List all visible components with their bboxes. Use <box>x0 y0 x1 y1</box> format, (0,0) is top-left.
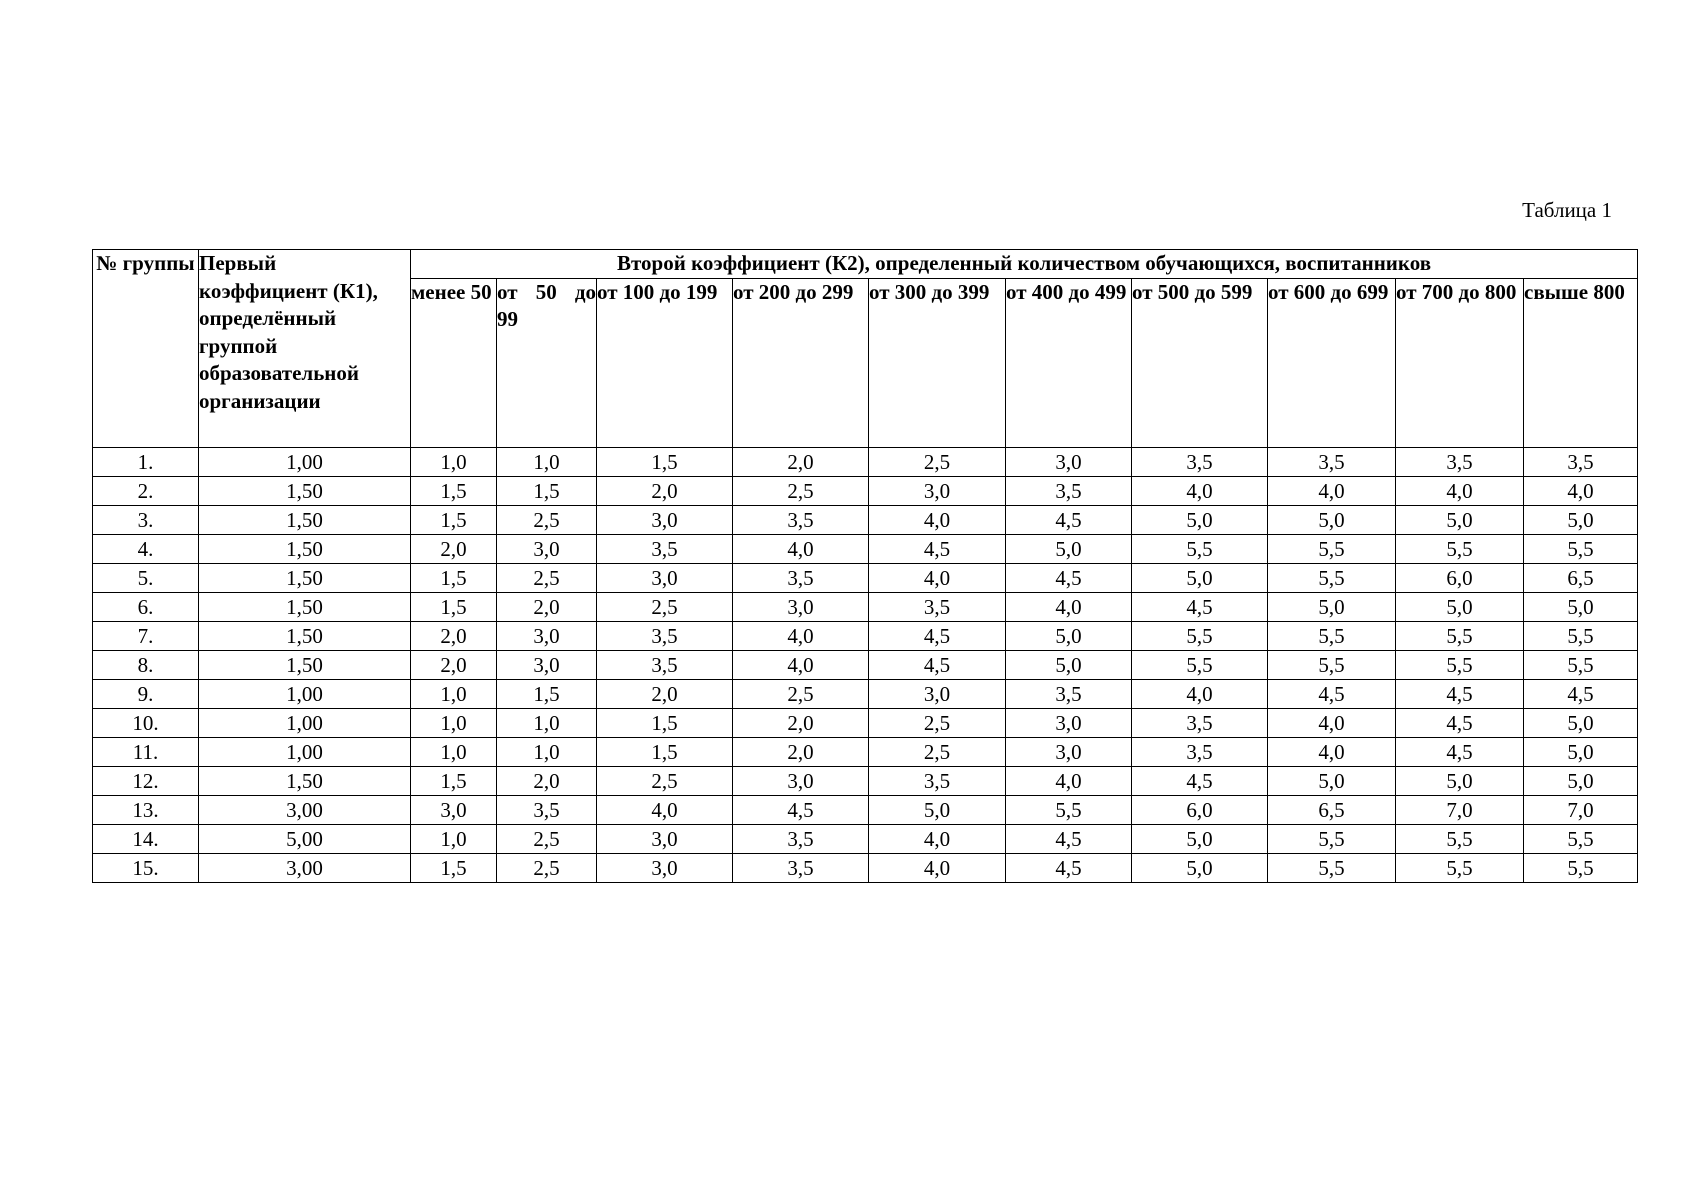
header-k1: Первый коэффициент (К1), определённый группой образовательной организации <box>199 250 411 448</box>
cell-k2: 3,0 <box>869 476 1006 505</box>
cell-k2: 5,0 <box>1132 563 1268 592</box>
cell-group-number: 6. <box>93 592 199 621</box>
cell-k1: 1,00 <box>199 679 411 708</box>
cell-k2: 2,5 <box>497 505 597 534</box>
cell-k2: 2,0 <box>733 447 869 476</box>
cell-k2: 3,0 <box>497 621 597 650</box>
cell-k2: 4,0 <box>733 534 869 563</box>
cell-k2: 4,0 <box>733 621 869 650</box>
cell-k2: 3,5 <box>733 824 869 853</box>
cell-k2: 4,5 <box>1396 737 1524 766</box>
cell-k2: 5,0 <box>1524 737 1638 766</box>
cell-k1: 1,50 <box>199 592 411 621</box>
cell-k2: 2,5 <box>497 824 597 853</box>
cell-k2: 1,5 <box>597 708 733 737</box>
cell-k2: 3,0 <box>869 679 1006 708</box>
cell-k1: 3,00 <box>199 853 411 882</box>
cell-k2: 3,0 <box>411 795 497 824</box>
cell-k2: 4,0 <box>869 505 1006 534</box>
cell-k2: 1,5 <box>411 563 497 592</box>
table-row <box>93 447 1638 476</box>
cell-k2: 6,5 <box>1524 563 1638 592</box>
header-group-number: № группы <box>93 250 199 448</box>
cell-k2: 5,5 <box>1268 534 1396 563</box>
cell-group-number: 12. <box>93 766 199 795</box>
cell-k2: 5,0 <box>1524 505 1638 534</box>
cell-k2: 3,0 <box>597 824 733 853</box>
cell-k2: 4,0 <box>869 853 1006 882</box>
cell-k2: 5,5 <box>1396 534 1524 563</box>
cell-k2: 5,5 <box>1268 563 1396 592</box>
header-row-main <box>93 250 1638 279</box>
cell-k2: 4,0 <box>1132 679 1268 708</box>
cell-k2: 5,5 <box>1132 534 1268 563</box>
cell-k1: 1,00 <box>199 708 411 737</box>
cell-k1: 1,00 <box>199 737 411 766</box>
table-row <box>93 708 1638 737</box>
cell-k2: 3,0 <box>733 592 869 621</box>
cell-k2: 5,5 <box>1524 853 1638 882</box>
cell-k2: 5,5 <box>1396 621 1524 650</box>
cell-k2: 4,5 <box>1396 708 1524 737</box>
cell-k2: 4,5 <box>869 534 1006 563</box>
cell-k2: 4,0 <box>1268 708 1396 737</box>
table-caption: Таблица 1 <box>1522 198 1612 222</box>
cell-k2: 2,0 <box>411 534 497 563</box>
cell-k2: 2,0 <box>497 766 597 795</box>
cell-k2: 3,5 <box>733 853 869 882</box>
cell-k2: 5,5 <box>1132 650 1268 679</box>
cell-k2: 5,0 <box>1006 621 1132 650</box>
header-k2-range: от 200 до 299 <box>733 278 869 447</box>
cell-k2: 5,5 <box>1524 534 1638 563</box>
cell-group-number: 10. <box>93 708 199 737</box>
table-row <box>93 853 1638 882</box>
cell-group-number: 2. <box>93 476 199 505</box>
cell-k2: 2,5 <box>869 447 1006 476</box>
header-k2-range: свыше 800 <box>1524 278 1638 447</box>
cell-k2: 5,5 <box>1268 621 1396 650</box>
cell-k2: 5,0 <box>1524 592 1638 621</box>
header-k2-range: от 600 до 699 <box>1268 278 1396 447</box>
table-row <box>93 505 1638 534</box>
cell-k2: 1,5 <box>411 766 497 795</box>
cell-group-number: 15. <box>93 853 199 882</box>
cell-k2: 1,0 <box>411 447 497 476</box>
cell-k2: 4,5 <box>1268 679 1396 708</box>
cell-group-number: 5. <box>93 563 199 592</box>
cell-group-number: 7. <box>93 621 199 650</box>
cell-k2: 3,5 <box>1006 679 1132 708</box>
cell-k2: 1,5 <box>597 737 733 766</box>
header-k2-range: от 50 до 99 <box>497 278 597 447</box>
cell-k2: 2,5 <box>869 737 1006 766</box>
table-row <box>93 534 1638 563</box>
cell-k2: 4,5 <box>1006 563 1132 592</box>
cell-k2: 1,5 <box>411 476 497 505</box>
cell-k2: 4,0 <box>1006 592 1132 621</box>
cell-k2: 5,5 <box>1132 621 1268 650</box>
cell-k2: 2,5 <box>869 708 1006 737</box>
cell-k2: 2,5 <box>497 563 597 592</box>
cell-k2: 6,0 <box>1396 563 1524 592</box>
table-row <box>93 766 1638 795</box>
cell-k2: 1,5 <box>411 592 497 621</box>
cell-group-number: 1. <box>93 447 199 476</box>
cell-k2: 5,0 <box>1524 766 1638 795</box>
cell-k2: 1,0 <box>411 708 497 737</box>
cell-k2: 3,0 <box>1006 708 1132 737</box>
cell-group-number: 4. <box>93 534 199 563</box>
cell-k2: 4,0 <box>733 650 869 679</box>
cell-group-number: 14. <box>93 824 199 853</box>
cell-k2: 2,0 <box>411 650 497 679</box>
cell-k2: 5,0 <box>1396 505 1524 534</box>
cell-k2: 4,0 <box>1524 476 1638 505</box>
cell-k1: 1,50 <box>199 505 411 534</box>
cell-group-number: 3. <box>93 505 199 534</box>
cell-k2: 3,5 <box>1006 476 1132 505</box>
cell-group-number: 13. <box>93 795 199 824</box>
cell-k2: 5,0 <box>1524 708 1638 737</box>
cell-k2: 2,0 <box>597 679 733 708</box>
cell-k2: 3,5 <box>497 795 597 824</box>
header-k2-range: от 400 до 499 <box>1006 278 1132 447</box>
cell-k2: 5,5 <box>1396 824 1524 853</box>
cell-k2: 5,0 <box>1268 505 1396 534</box>
cell-k2: 3,5 <box>1268 447 1396 476</box>
cell-k2: 2,5 <box>733 476 869 505</box>
cell-k2: 5,5 <box>1268 824 1396 853</box>
cell-k2: 4,0 <box>869 563 1006 592</box>
cell-k2: 2,0 <box>597 476 733 505</box>
table-row <box>93 795 1638 824</box>
cell-k2: 2,5 <box>497 853 597 882</box>
cell-k2: 4,0 <box>597 795 733 824</box>
cell-k2: 1,5 <box>497 679 597 708</box>
cell-k2: 1,5 <box>411 853 497 882</box>
cell-k2: 5,0 <box>1006 650 1132 679</box>
cell-k1: 1,50 <box>199 476 411 505</box>
cell-k2: 5,0 <box>869 795 1006 824</box>
cell-k2: 5,0 <box>1132 505 1268 534</box>
cell-k2: 3,5 <box>1132 447 1268 476</box>
cell-k2: 3,5 <box>1396 447 1524 476</box>
cell-k2: 3,5 <box>597 621 733 650</box>
cell-k1: 1,50 <box>199 534 411 563</box>
cell-k2: 5,5 <box>1268 650 1396 679</box>
cell-k2: 1,5 <box>597 447 733 476</box>
cell-k2: 5,0 <box>1268 766 1396 795</box>
cell-k2: 4,5 <box>869 650 1006 679</box>
cell-k2: 3,5 <box>733 563 869 592</box>
cell-k2: 3,0 <box>497 534 597 563</box>
cell-k2: 3,0 <box>1006 447 1132 476</box>
cell-k2: 1,5 <box>411 505 497 534</box>
cell-k2: 5,5 <box>1524 621 1638 650</box>
cell-k2: 5,5 <box>1268 853 1396 882</box>
cell-k2: 4,5 <box>1132 766 1268 795</box>
table-row <box>93 592 1638 621</box>
cell-k2: 4,5 <box>1132 592 1268 621</box>
cell-k2: 2,5 <box>733 679 869 708</box>
cell-k2: 3,0 <box>597 505 733 534</box>
cell-k2: 4,0 <box>869 824 1006 853</box>
cell-k2: 5,0 <box>1268 592 1396 621</box>
cell-group-number: 8. <box>93 650 199 679</box>
cell-k1: 1,50 <box>199 766 411 795</box>
cell-k2: 6,5 <box>1268 795 1396 824</box>
cell-k2: 1,0 <box>411 737 497 766</box>
cell-k2: 3,0 <box>497 650 597 679</box>
cell-k2: 4,0 <box>1268 476 1396 505</box>
cell-k2: 5,5 <box>1396 650 1524 679</box>
cell-k2: 4,5 <box>1006 853 1132 882</box>
header-k2-group: Второй коэффициент (К2), определенный количеством обучающихся, воспитанников <box>411 250 1638 279</box>
table-row <box>93 476 1638 505</box>
table-row <box>93 737 1638 766</box>
cell-k2: 5,5 <box>1524 650 1638 679</box>
cell-k1: 1,50 <box>199 621 411 650</box>
header-k2-range: от 700 до 800 <box>1396 278 1524 447</box>
cell-k2: 5,5 <box>1524 824 1638 853</box>
cell-k2: 3,5 <box>1132 708 1268 737</box>
cell-k2: 6,0 <box>1132 795 1268 824</box>
cell-k1: 1,50 <box>199 563 411 592</box>
cell-k2: 5,0 <box>1396 766 1524 795</box>
cell-k2: 1,0 <box>497 708 597 737</box>
cell-k2: 4,0 <box>1132 476 1268 505</box>
cell-k2: 4,5 <box>1006 505 1132 534</box>
cell-group-number: 11. <box>93 737 199 766</box>
cell-k2: 1,0 <box>411 679 497 708</box>
cell-k2: 5,5 <box>1396 853 1524 882</box>
cell-group-number: 9. <box>93 679 199 708</box>
cell-k1: 1,50 <box>199 650 411 679</box>
cell-k2: 3,5 <box>869 592 1006 621</box>
table-row <box>93 621 1638 650</box>
header-k2-range: от 100 до 199 <box>597 278 733 447</box>
cell-k2: 3,5 <box>733 505 869 534</box>
cell-k2: 7,0 <box>1396 795 1524 824</box>
cell-k2: 4,5 <box>1524 679 1638 708</box>
cell-k2: 2,0 <box>733 708 869 737</box>
cell-k1: 3,00 <box>199 795 411 824</box>
table-row <box>93 650 1638 679</box>
table-row <box>93 679 1638 708</box>
cell-k1: 5,00 <box>199 824 411 853</box>
cell-k2: 1,0 <box>497 737 597 766</box>
cell-k2: 2,0 <box>411 621 497 650</box>
cell-k2: 3,5 <box>1524 447 1638 476</box>
cell-k2: 3,0 <box>733 766 869 795</box>
cell-k2: 5,0 <box>1006 534 1132 563</box>
cell-k2: 1,0 <box>411 824 497 853</box>
cell-k2: 2,5 <box>597 592 733 621</box>
cell-k2: 1,5 <box>497 476 597 505</box>
cell-k2: 4,5 <box>733 795 869 824</box>
cell-k2: 5,0 <box>1132 853 1268 882</box>
cell-k2: 4,0 <box>1268 737 1396 766</box>
cell-k2: 3,5 <box>869 766 1006 795</box>
cell-k2: 4,5 <box>1396 679 1524 708</box>
header-k2-range: менее 50 <box>411 278 497 447</box>
cell-k2: 3,0 <box>597 853 733 882</box>
cell-k2: 3,5 <box>597 650 733 679</box>
cell-k2: 5,0 <box>1132 824 1268 853</box>
cell-k2: 4,5 <box>869 621 1006 650</box>
cell-k2: 3,0 <box>597 563 733 592</box>
cell-k2: 4,5 <box>1006 824 1132 853</box>
cell-k2: 5,5 <box>1006 795 1132 824</box>
cell-k2: 3,5 <box>597 534 733 563</box>
header-k2-range: от 500 до 599 <box>1132 278 1268 447</box>
cell-k2: 2,5 <box>597 766 733 795</box>
cell-k2: 2,0 <box>733 737 869 766</box>
cell-k1: 1,00 <box>199 447 411 476</box>
table-row <box>93 563 1638 592</box>
header-k2-range: от 300 до 399 <box>869 278 1006 447</box>
cell-k2: 1,0 <box>497 447 597 476</box>
cell-k2: 5,0 <box>1396 592 1524 621</box>
cell-k2: 3,5 <box>1132 737 1268 766</box>
cell-k2: 7,0 <box>1524 795 1638 824</box>
coefficient-table <box>92 249 1638 883</box>
cell-k2: 2,0 <box>497 592 597 621</box>
table-row <box>93 824 1638 853</box>
table-body <box>93 447 1638 882</box>
table-header <box>93 250 1638 448</box>
cell-k2: 4,0 <box>1396 476 1524 505</box>
cell-k2: 4,0 <box>1006 766 1132 795</box>
cell-k2: 3,0 <box>1006 737 1132 766</box>
